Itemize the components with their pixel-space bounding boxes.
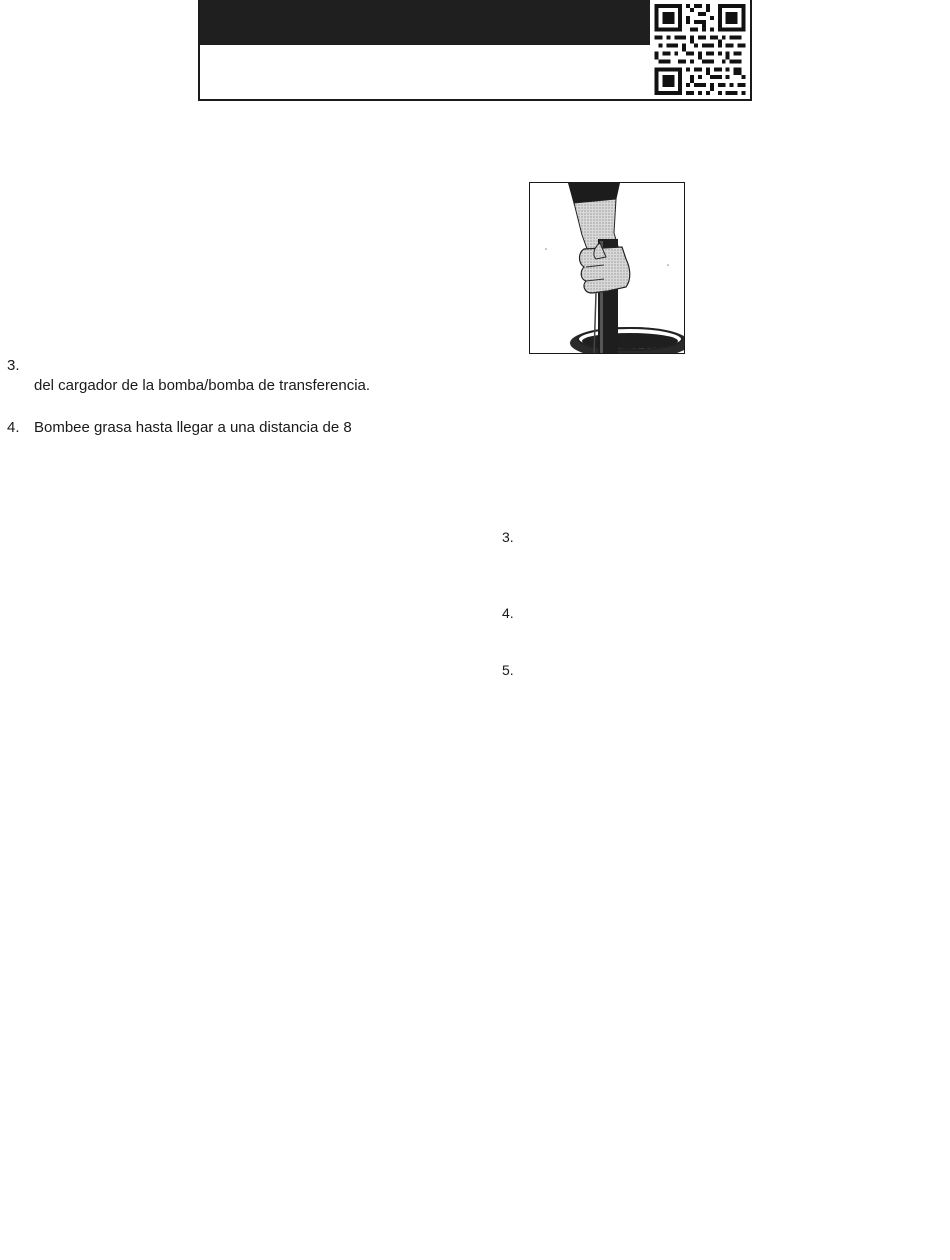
left-step-3-number: 3. — [7, 357, 20, 374]
left-step-4-text: Bombee grasa hasta llegar a una distancia de 8 — [34, 419, 352, 436]
header-subtitle-area — [200, 45, 652, 99]
right-step-5-number: 5. — [502, 662, 514, 678]
right-step-3-number: 3. — [502, 529, 514, 545]
left-step-4-number: 4. — [7, 419, 20, 436]
header-title-bar — [200, 0, 652, 45]
left-step-3-continuation: del cargador de la bomba/bomba de transferencia. — [34, 377, 371, 394]
document-header — [198, 0, 752, 101]
grease-gun-pump-illustration — [529, 182, 685, 354]
right-step-4-number: 4. — [502, 605, 514, 621]
qr-code-icon — [650, 0, 750, 99]
